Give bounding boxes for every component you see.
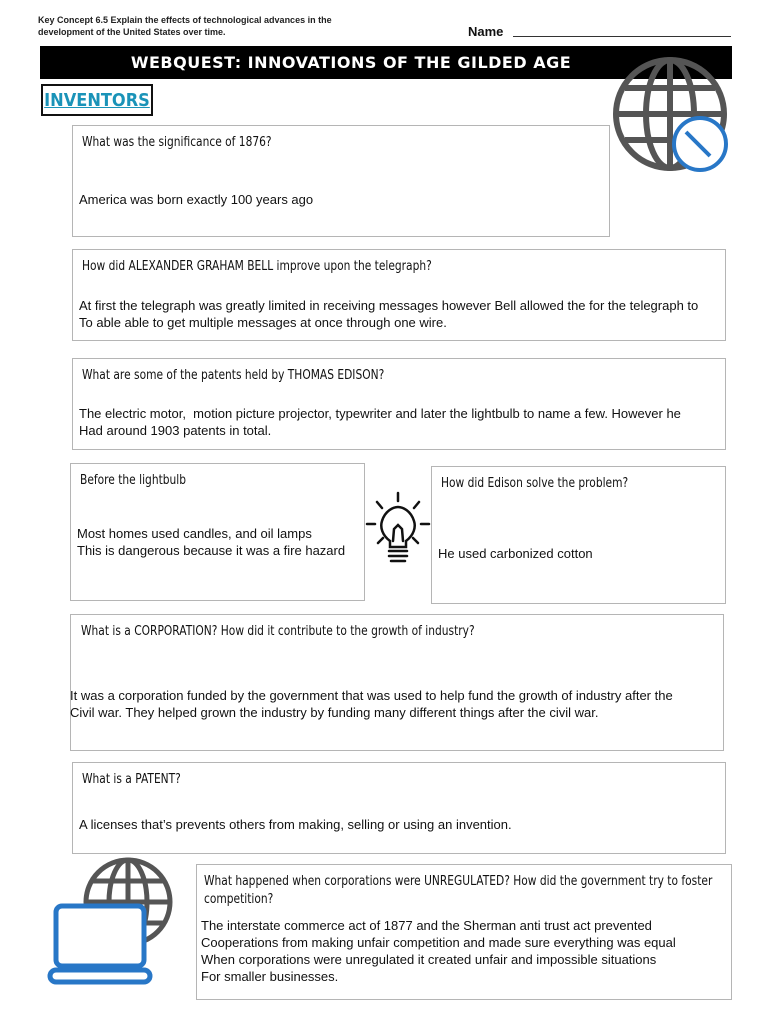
section-label-inventors: INVENTORS: [41, 84, 153, 116]
card-bell: [72, 249, 726, 341]
answer-bell[interactable]: At first the telegraph was greatly limited in receiving messages however Bell allowed the for the telegraph to To able able to get multiple messages at once through one wire.: [79, 298, 699, 330]
globe-laptop-icon: [46, 856, 178, 990]
question-unregulated-line2: competition?: [204, 892, 274, 907]
card-before-lightbulb: [70, 463, 365, 601]
name-input-line[interactable]: [513, 36, 731, 37]
card-1876: [72, 125, 610, 237]
page-title: WEBQUEST: INNOVATIONS OF THE GILDED AGE: [130, 53, 572, 72]
answer-edison[interactable]: The electric motor, motion picture projector, typewriter and later the lightbulb to name a few. However he Had around 1903 patents in total.: [79, 406, 681, 438]
answer-before-lightbulb[interactable]: Most homes used candles, and oil lamps This is dangerous because it was a fire hazard: [77, 526, 346, 558]
question-unregulated-line1: What happened when corporations were UNREGULATED? How did the government try to foster: [204, 874, 713, 889]
card-patent: [72, 762, 726, 854]
question-edison: What are some of the patents held by THOMAS EDISON?: [82, 368, 385, 383]
answer-patent[interactable]: A licenses that’s prevents others from making, selling or using an invention.: [79, 817, 512, 832]
question-before-lightbulb: Before the lightbulb: [80, 473, 187, 488]
card-unregulated: [196, 864, 732, 1000]
card-edison-solution: [431, 466, 726, 604]
lightbulb-icon: [364, 491, 432, 567]
key-concept-text: Key Concept 6.5 Explain the effects of technological advances in the development of the United States over time.: [38, 15, 332, 37]
question-1876: What was the significance of 1876?: [82, 135, 272, 150]
globe-mouse-icon: [608, 52, 732, 176]
question-bell: How did ALEXANDER GRAHAM BELL improve upon the telegraph?: [82, 259, 432, 274]
answer-unregulated[interactable]: The interstate commerce act of 1877 and the Sherman anti trust act prevented Cooperations from making unfair competition and made sure everything was equal When corporations were unregulated it created unfair and impossible situations For smaller businesses.: [201, 918, 676, 984]
question-edison-solution: How did Edison solve the problem?: [441, 476, 629, 491]
answer-corporation[interactable]: It was a corporation funded by the government that was used to help fund the growth of industry after the Civil war. They helped grown the industry by funding many different things after the civil war.: [70, 688, 673, 720]
name-label: Name: [468, 24, 504, 39]
question-patent: What is a PATENT?: [82, 772, 181, 787]
card-edison: [72, 358, 726, 450]
question-corporation: What is a CORPORATION? How did it contribute to the growth of industry?: [81, 624, 475, 639]
answer-1876[interactable]: America was born exactly 100 years ago: [79, 192, 314, 207]
answer-edison-solution[interactable]: He used carbonized cotton: [438, 546, 593, 561]
card-corporation: [70, 614, 724, 751]
